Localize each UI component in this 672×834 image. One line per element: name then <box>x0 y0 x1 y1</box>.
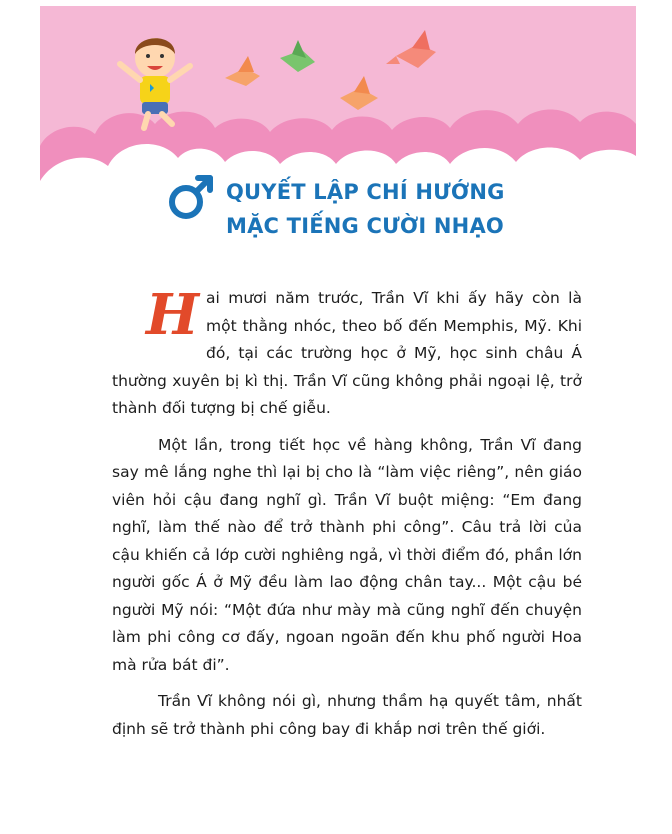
chapter-title <box>166 170 566 250</box>
paragraph-2: Một lần, trong tiết học về hàng không, Trần Vĩ đang say mê lắng nghe thì lại bị cho là “làm việc riêng”, nên giáo viên hỏi cậu đang nghĩ gì. Trần Vĩ buột miệng: “Em đang nghĩ, làm thế nào để trở thành phi công”. Câu trả lời của cậu khiến cả lớp cười nghiêng ngả, vì thời điểm đó, phần lớn người gốc Á ở Mỹ đều làm lao động chân tay... Một cậu bé người Mỹ nói: “Một đứa như mày mà cũng nghĩ đến chuyện làm phi công cơ đấy, ngoan ngoãn đến khu phố người Hoa mà rửa bát đi”. <box>112 435 582 674</box>
paragraph-1 <box>112 282 582 423</box>
title-line-1: QUYẾT LẬP CHÍ HƯỚNG <box>226 180 505 204</box>
drop-cap: H <box>146 282 199 348</box>
male-symbol-icon <box>166 172 216 222</box>
paragraph-1-text: ai mươi năm trước, Trần Vĩ khi ấy hãy còn là một thằng nhóc, theo bố đến Memphis, Mỹ. Khi đó, tại các trường học ở Mỹ, học sinh châu Á thường xuyên bị kì thị. Trần Vĩ cũng không phải ngoại lệ, trở thành đối tượng bị chế giễu. <box>112 289 582 417</box>
story-text <box>112 282 582 752</box>
title-line-2: MẶC TIẾNG CƯỜI NHẠO <box>226 214 504 238</box>
paragraph-3: Trần Vĩ không nói gì, nhưng thầm hạ quyết tâm, nhất định sẽ trở thành phi công bay đi khắp nơi trên thế giới. <box>112 692 582 738</box>
